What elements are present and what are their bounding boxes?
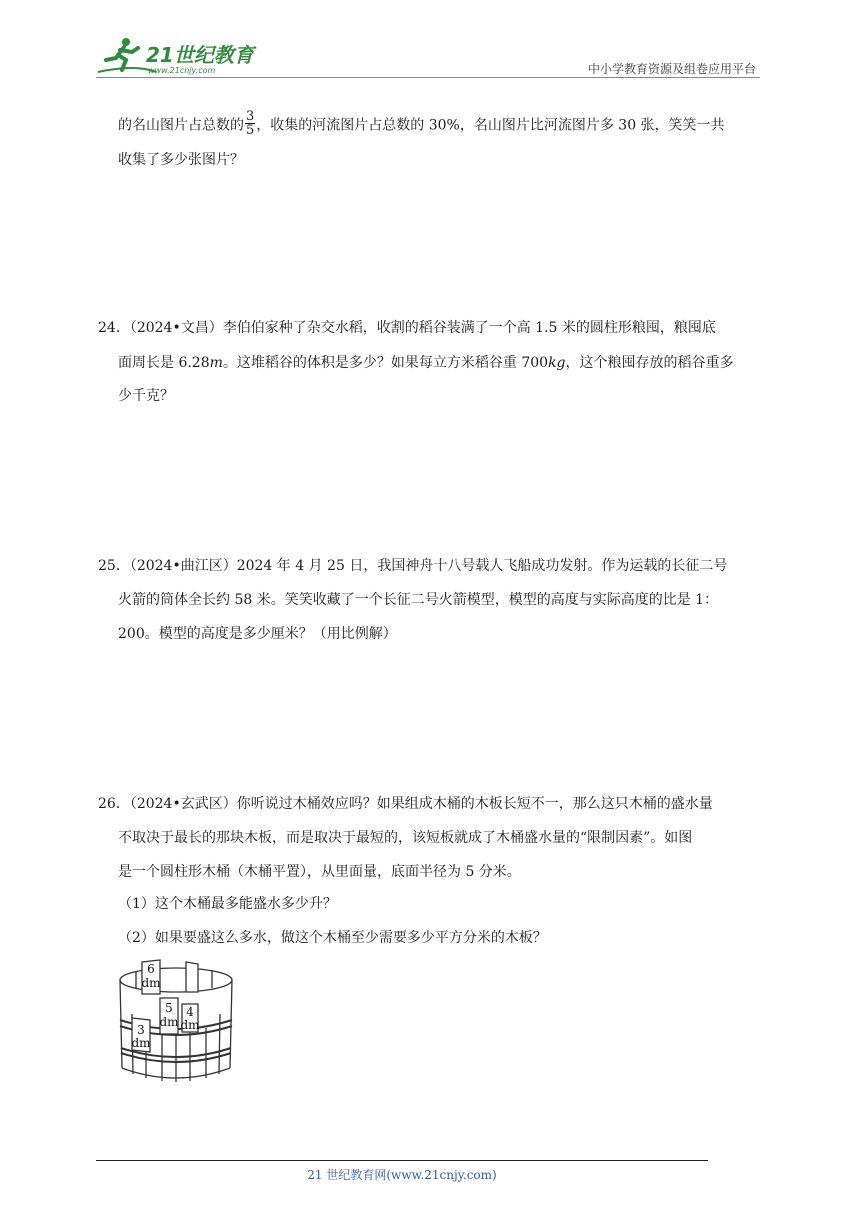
footer-site-link[interactable]: 21 世纪教育网(www.21cnjy.com)	[307, 1168, 497, 1182]
logo-text: 21世纪教育	[146, 43, 254, 67]
q26-line-2: 不取决于最长的那块木板，而是取决于最短的，该短板就成了木桶盛水量的“限制因素”。如图	[118, 830, 693, 846]
q25-number: 25．	[98, 558, 130, 574]
plank-3-unit: dm	[131, 1036, 151, 1050]
q24-line-1: 24．（2024•文昌）李伯伯家种了杂交水稻，收割的稻谷装满了一个高 1.5 米的圆柱形粮囤，粮囤底	[98, 320, 716, 336]
plank-4-value: 4	[186, 1005, 194, 1019]
q24-line-2: 面周长是 6.28m。这堆稻谷的体积是多少？如果每立方米稻谷重 700kg，这个粮囤存放的稻谷重多	[118, 355, 734, 371]
plank-6-unit: dm	[141, 976, 161, 990]
q25-line-1: 25．（2024•曲江区）2024 年 4 月 25 日，我国神舟十八号载人飞船成功发射。作为运载的长征二号	[98, 558, 728, 574]
q26-sub-question-2: （2）如果要盛这么多水，做这个木桶至少需要多少平方分米的木板？	[118, 930, 547, 946]
fraction-three-fifths: $\frac{3}{5}$	[246, 109, 255, 138]
q26-line-3: 是一个圆柱形木桶（木桶平置），从里面量，底面半径为 5 分米。	[118, 864, 521, 880]
q24-line-3: 少千克？	[118, 388, 174, 404]
plank-3-value: 3	[137, 1023, 145, 1037]
q25-line-3: 200。模型的高度是多少厘米？（用比例解）	[118, 626, 397, 642]
q24-number: 24．	[98, 320, 130, 336]
plank-5-value: 5	[165, 1001, 173, 1015]
header-divider	[96, 77, 760, 78]
q26-line-1: 26．（2024•玄武区）你听说过木桶效应吗？如果组成木桶的木板长短不一，那么这只木桶的盛水量	[98, 796, 713, 812]
footer-divider	[96, 1160, 708, 1161]
header-platform-text: 中小学教育资源及组卷应用平台	[587, 62, 756, 76]
plank-6-value: 6	[147, 962, 155, 976]
q23-line-1: 的名山图片占总数的 $\frac{3}{5}$ ，收集的河流图片占总数的 30%，名山图片比河流图片多 30 张，笑笑一共	[118, 109, 725, 138]
q26-sub-question-1: （1）这个木桶最多能盛水多少升？	[118, 896, 337, 912]
q26-number: 26．	[98, 796, 130, 812]
site-logo	[96, 36, 266, 76]
q23-line-2: 收集了多少张图片？	[118, 152, 244, 168]
plank-4-unit: dm	[180, 1018, 200, 1032]
logo-url: www.21cnjy.com	[148, 66, 216, 75]
plank-5-unit: dm	[159, 1015, 179, 1029]
q25-line-2: 火箭的筒体全长约 58 米。笑笑收藏了一个长征二号火箭模型，模型的高度与实际高度的比是 1：	[118, 592, 719, 608]
wooden-bucket-figure	[114, 958, 238, 1086]
